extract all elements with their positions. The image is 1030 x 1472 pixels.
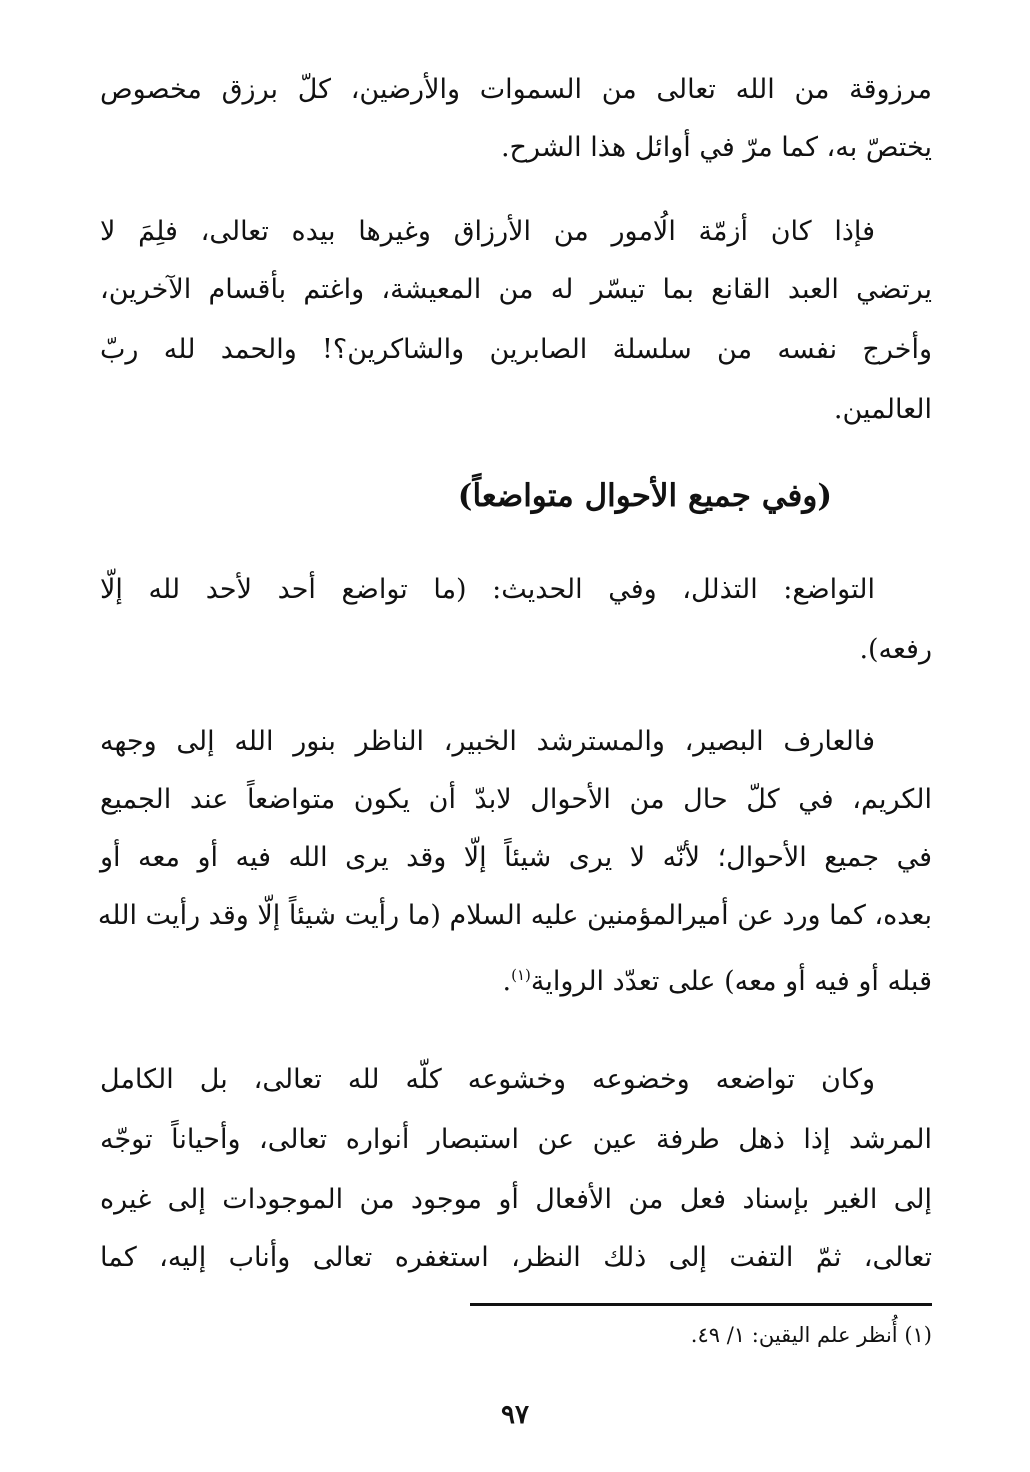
period: . — [502, 966, 512, 997]
text-line: فالعارف البصير، والمسترشد الخبير، الناظر بنور الله إلى وجهه — [100, 726, 875, 757]
text-line: بعده، كما ورد عن أميرالمؤمنين عليه السلام (ما رأيت شيئاً إلّا وقد رأيت الله — [97, 900, 932, 931]
footnote: (١) أُنظر علم اليقين: ١/ ٤٩. — [690, 1323, 932, 1347]
text-span: قبله أو فيه أو معه) على تعدّد الرواية — [530, 966, 932, 997]
section-heading: (وفي جميع الأحوال متواضعاً) — [457, 478, 832, 514]
text-line: في جميع الأحوال؛ لأنّه لا يرى شيئاً إلّا وقد يرى الله فيه أو معه أو — [100, 842, 932, 873]
footnote-marker[interactable]: (١) — [511, 966, 531, 984]
footnote-divider — [470, 1303, 932, 1306]
page-number: ٩٧ — [501, 1400, 529, 1430]
text-line: الكريم، في كلّ حال من الأحوال لابدّ أن يكون متواضعاً عند الجميع — [100, 784, 932, 815]
text-line: فإذا كان أزمّة الُامور من الأرزاق وغيرها بيده تعالى، فلِمَ لا — [100, 216, 875, 247]
text-line: يختصّ به، كما مرّ في أوائل هذا الشرح. — [500, 132, 932, 163]
text-line: إلى الغير بإسناد فعل من الأفعال أو موجود من الموجودات إلى غيره — [100, 1184, 932, 1215]
text-line — [100, 955, 932, 1002]
text-line: المرشد إذا ذهل طرفة عين عن استبصار أنواره تعالى، وأحياناً توجّه — [100, 1124, 932, 1155]
text-line: وأخرج نفسه من سلسلة الصابرين والشاكرين؟! والحمد لله ربّ — [100, 334, 932, 365]
text-line: رفعه). — [859, 634, 932, 665]
text-line: تعالى، ثمّ التفت إلى ذلك النظر، استغفره تعالى وأناب إليه، كما — [100, 1242, 932, 1273]
text-line: التواضع: التذلل، وفي الحديث: (ما تواضع أحد لأحد لله إلّا — [100, 574, 875, 605]
text-line: يرتضي العبد القانع بما تيسّر له من المعيشة، واغتم بأقسام الآخرين، — [100, 274, 932, 305]
text-line: مرزوقة من الله تعالى من السموات والأرضين، كلّ برزق مخصوص — [100, 74, 932, 105]
text-line: وكان تواضعه وخضوعه وخشوعه كلّه لله تعالى، بل الكامل — [100, 1064, 875, 1095]
text-line: العالمين. — [833, 394, 932, 425]
